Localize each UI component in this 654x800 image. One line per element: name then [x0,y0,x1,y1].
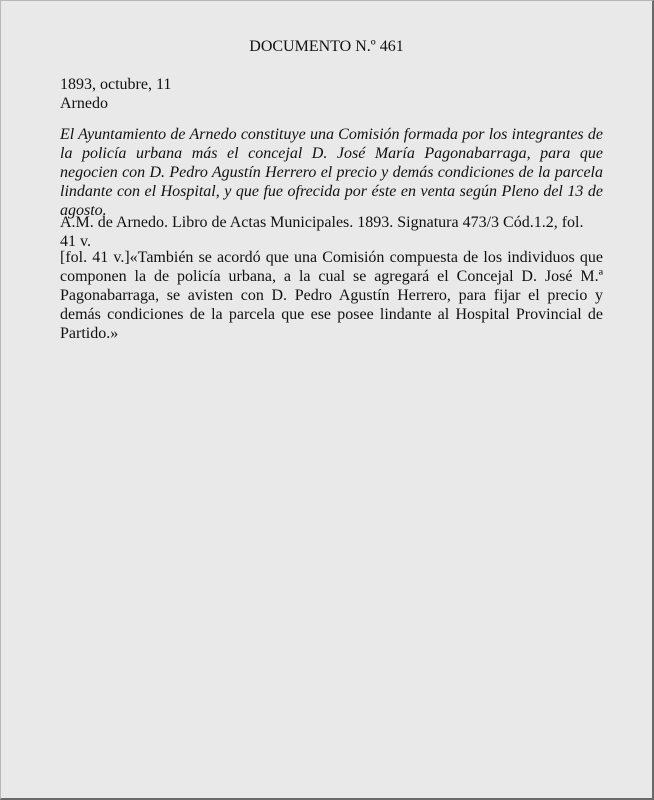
document-date: 1893, octubre, 11 [60,76,172,93]
document-title: DOCUMENTO N.º 461 [249,38,404,55]
document-summary: El Ayuntamiento de Arnedo constituye una Comisión formada por los integrantes de la policía urbana más el concejal D. José María Pagonabarraga, para que negocien con D. Pedro Agustín Herrero el precio y demás condiciones de la parcela lindante con el Hospital, y que fue ofrecida por éste en venta según Pleno del 13 de agosto. [60,126,603,219]
document-source: A.M. de Arnedo. Libro de Actas Municipales. 1893. Signatura 473/3 Cód.1.2, fol. 41 v. [60,214,584,250]
document-place: Arnedo [60,95,108,112]
document-transcription: [fol. 41 v.]«También se acordó que una Comisión compuesta de los individuos que componen la de policía urbana, a la cual se agregará el Concejal D. José M.ª Pagonabarraga, se avisten con D. Pedro Agustín Herrero, para fijar el precio y demás condiciones de la parcela que ese posee lindante al Hospital Provincial de Partido.» [60,249,603,342]
